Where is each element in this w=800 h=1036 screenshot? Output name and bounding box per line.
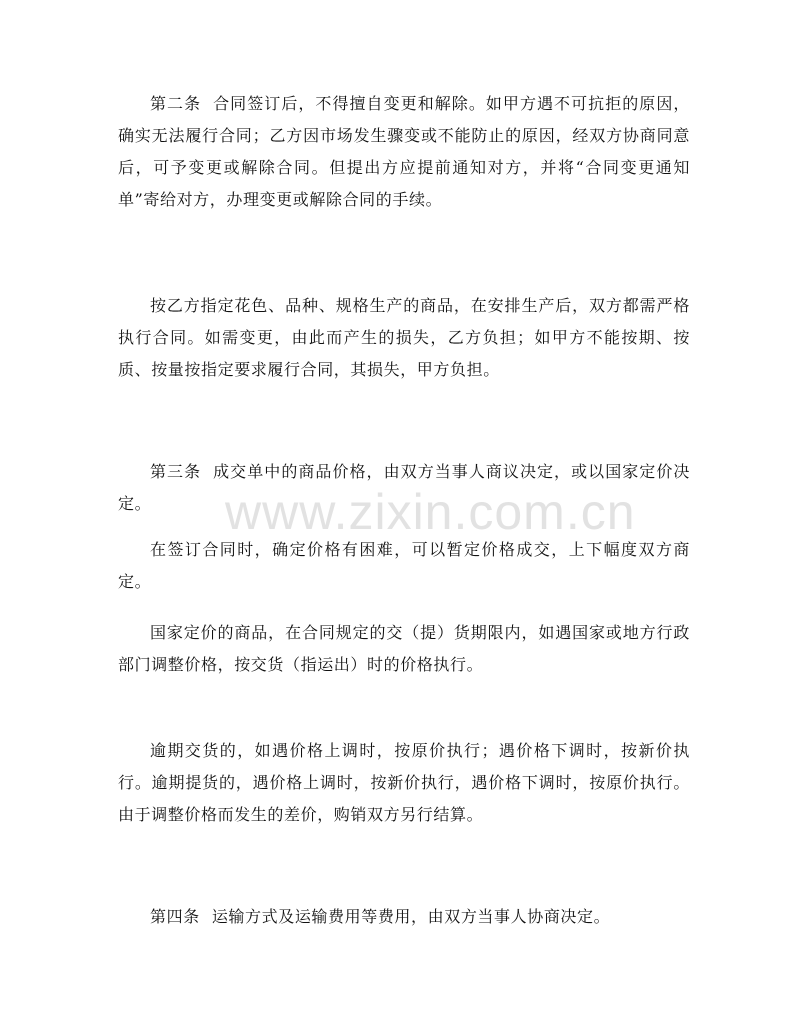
paragraph-article-4 [118,901,690,933]
paragraph-text: 逾期交货的，如遇价格上调时，按原价执行；遇价格下调时，按新价执行。逾期提货的，遇价格上调时，按新价执行，遇价格下调时，按原价执行。由于调整价格而发生的差价，购销双方另行结算。 [118,741,690,824]
paragraph-custom-spec-goods [118,290,690,386]
paragraph-article-3 [118,456,690,520]
article-number: 第四条 [150,907,200,926]
watermark: www.zixin.com.cn [225,484,636,540]
paragraph-text: 运输方式及运输费用等费用，由双方当事人协商决定。 [211,907,611,926]
paragraph-text: 国家定价的商品，在合同规定的交（提）货期限内，如遇国家或地方行政部门调整价格，按交货（指运出）时的价格执行。 [118,623,690,674]
paragraph-text: 合同签订后，不得擅自变更和解除。如甲方遇不可抗拒的原因，确实无法履行合同；乙方因市场发生骤变或不能防止的原因，经双方协商同意后，可予变更或解除合同。但提出方应提前通知对方，并将“合同变更通知单”寄给对方，办理变更或解除合同的手续。 [118,94,690,209]
paragraph-state-price [118,617,690,681]
paragraph-overdue-delivery [118,735,690,831]
paragraph-article-2 [118,88,690,216]
article-number: 第三条 [150,462,202,481]
paragraph-text: 按乙方指定花色、品种、规格生产的商品，在安排生产后，双方都需严格执行合同。如需变更，由此而产生的损失，乙方负担；如甲方不能按期、按质、按量按指定要求履行合同，其损失，甲方负担。 [118,296,690,379]
paragraph-text: 成交单中的商品价格，由双方当事人商议决定，或以国家定价决定。 [118,462,690,513]
paragraph-provisional-price [118,534,690,598]
article-number: 第二条 [150,94,202,113]
paragraph-text: 在签订合同时，确定价格有困难，可以暂定价格成交，上下幅度双方商定。 [118,540,690,591]
